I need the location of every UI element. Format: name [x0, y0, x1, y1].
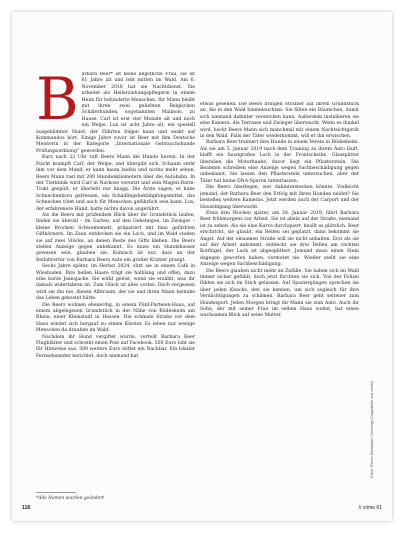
paragraph: Die Beers überlegen, wer dahinterstecken könnte. Vielleicht jemand, der Barbara Beer den Erfolg mit ihren Hunden neidet? Sie bestellen weitere Kameras. Jetzt werden auch der Carport und der Hauseingang überwacht. [200, 185, 359, 210]
right-text-column [200, 102, 359, 508]
drop-cap-initial: B [36, 72, 79, 133]
photo-credit: Fotos: Polizei Wiesbaden (Vorherige Doppelseite und rechts) [370, 380, 374, 478]
paragraph: etwas gesehen. Die Beers bringen Strahler auf ihrem Grundstück an, die in den Wald hineinleuchten. Sie fällen ein Bäumchen, damit sich niemand dahinter verstecken kann. Außerdem installieren sie eine Kamera, die Terrasse und Zwinger überwacht. Wenn es dunkel wird, hockt Beers Mann sich manchmal mit einem Nachtsichtgerät in den Wald. Falls der Täter wiederkommt, will er ihn erwischen. [200, 102, 359, 140]
footnote: *Alle Namen wurden geändert [36, 496, 105, 501]
paragraph: Die Beers glauben nicht mehr an Zufälle. Sie haben sich im Wald immer sicher gefühlt, doch jetzt fürchten sie sich. Von der Polizei fühlen sie sich im Stich gelassen. Auf Spaziergängen sprechen sie über jeden Knacks, den sie kennen, um sich sogleich für ihre Verdächtigungen zu schämen. Barbara Beer geht seltener zum Hundesport. Jeden Morgen bringt ihr Mann sie zum Auto. Auch ihr Sohn, der mit seiner Frau im selben Haus wohnt, hat einen wachsamen Blick auf seine Mutter. [200, 268, 359, 319]
paragraph: Nachdem ihr Hund vergiftet wurde, verteilt Barbara Beer Flugblätter und schreibt einen Post auf Facebook. 500 Euro lobt sie für Hinweise aus, 500 weitere Euro stiftet ein Nachbar. Ein lokaler Fernsehsender berichtet, doch niemand hat [36, 334, 195, 359]
paragraph: Sechs Jahre später, im Herbst 2024, sitzt sie in einem Café in Wiesbaden. Ihre hellen Haare trägt sie halblang und offen, dazu eine kurze Jeansjacke. Sie wirkt gelöst, wenn sie erzählt, was ihr damals widerfahren ist. Zum Glück ist alles vorbei. Doch vergessen wird sie ihn nie, diesen Albtraum, der sie und ihren Mann beinahe das Leben gekostet hätte. [36, 264, 195, 302]
footnote-divider [36, 492, 76, 493]
paragraph: Etwa drei Wochen später, am 28. Januar 2019, fährt Barbara Beer frühmorgens zur Arbeit. Sie ist allein auf der Straße, niemand ist zu sehen. Als sie eine Kurve durchquert, knallt es plötzlich. Beer erschrickt, sie glaubt, ein Reifen sei geplatzt, dann bekommt sie Angst. Auf der einsamen Straße will sie nicht anhalten. Erst als sie auf der Arbeit ankommt, entdeckt sie drei Dellen am rechten Kotflügel, der Lack ist abgesplittert. Jemand muss einen Stein dagegen geworfen haben, vermutet sie. Wieder stellt sie eine Anzeige wegen Sachbeschädigung. [200, 210, 359, 268]
paragraph: Kurz nach 22 Uhr ruft Beers Mann die Hunde herein. In der Nacht krampft Carl, der Welpe, und übergibt sich. Schaum steht ihm vor dem Mund, er kann kaum laufen und nichts mehr sehen. Beers Mann rast mit 200 Stundenkilometern über die Autobahn. In der Tierklinik wird Carl in Narkose versetzt und sein Magen-Darm-Trakt gespült, er überlebt nur knapp. Die Ärzte sagen, er habe Schneckenkorn gefressen, ein Schädlingsbekämpfungsmittel, das Schnecken tötet und auch für Menschen gefährlich sein kann. Lux, der erfahrenere Hund, hatte nichts davon angerührt. [36, 155, 195, 212]
page-number: 118 [22, 505, 31, 511]
paragraph: Die Beers wohnen ebenerdig, in einem Fünf-Parteien-Haus, auf einem abgelegenen Grundstück in der Nähe von Rüdesheim am Rhein, einer Kleinstadt in Hessen. Die schmale Straße vor dem Haus windet sich bergauf zu einem Kloster. Es leben nur wenige Menschen da draußen im Wald. [36, 302, 195, 334]
paragraph: Barbara Beer trainiert ihre Hunde in einem Verein in Rüdesheim. Als sie am 5. Januar 2019 nach dem Training zu ihrem Auto läuft, klafft ein faustgroßes Loch in der Frontscheibe. Glassplitter übersäen die Motorhaube, davor liegt ein Pflasterstein. Die Beamten schreiben eine Anzeige wegen Sachbeschädigung gegen unbekannt. Sie lassen den Pflasterstein untersuchen, aber der Täter hat keine DNA-Spuren hinterlassen. [200, 140, 359, 184]
paragraph: Als die Beers mit prüfendem Blick über ihr Grundstück laufen, finden sie überall – im Garten, auf den Gehsteigen, im Zwinger – kleine Brocken Schweinemett, präpariert mit blau gefärbten Giftkörnern. Im Zaun entdecken sie ein Loch, und im Wald stoßen sie auf zwei Stöcke, an denen Reste des Gifts kleben. Die Beers stellen Anzeige gegen unbekannt. Es muss ein Hundehasser gewesen sein, glauben sie. Komisch ist nur, dass an der Beifahrertür von Barbara Beers Auto ein großer Kratzer prangt. [36, 212, 195, 263]
left-text-column [36, 72, 195, 508]
paragraph: arbara Beer* ist keine ängstliche Frau, sie ist 61 Jahre alt und lebt mitten im Wald. Am 6. November 2018 hat sie Nachtdienst. Sie arbeitet als Heilerziehungspflegerin in einem Heim für behinderte Menschen. Ihr Mann bleibt mit ihren zwei geliebten Belgischen Schäferhunden, sogenannten Malinois, zu Hause. Carl ist erst vier Monate alt und noch ein Welpe. Lux ist acht Jahre alt, ein speziell ausgebildeter Hund, der Fährten folgen kann und exakt auf Kommandos hört. Einige Jahre zuvor ist Beer mit ihm Deutsche Meisterin in der Kategorie „Internationale Gebrauchshunde Prüfungsordnung“ geworden. [36, 72, 195, 154]
magazine-footer: // crime 61 [358, 505, 382, 511]
magazine-page [12, 12, 392, 521]
